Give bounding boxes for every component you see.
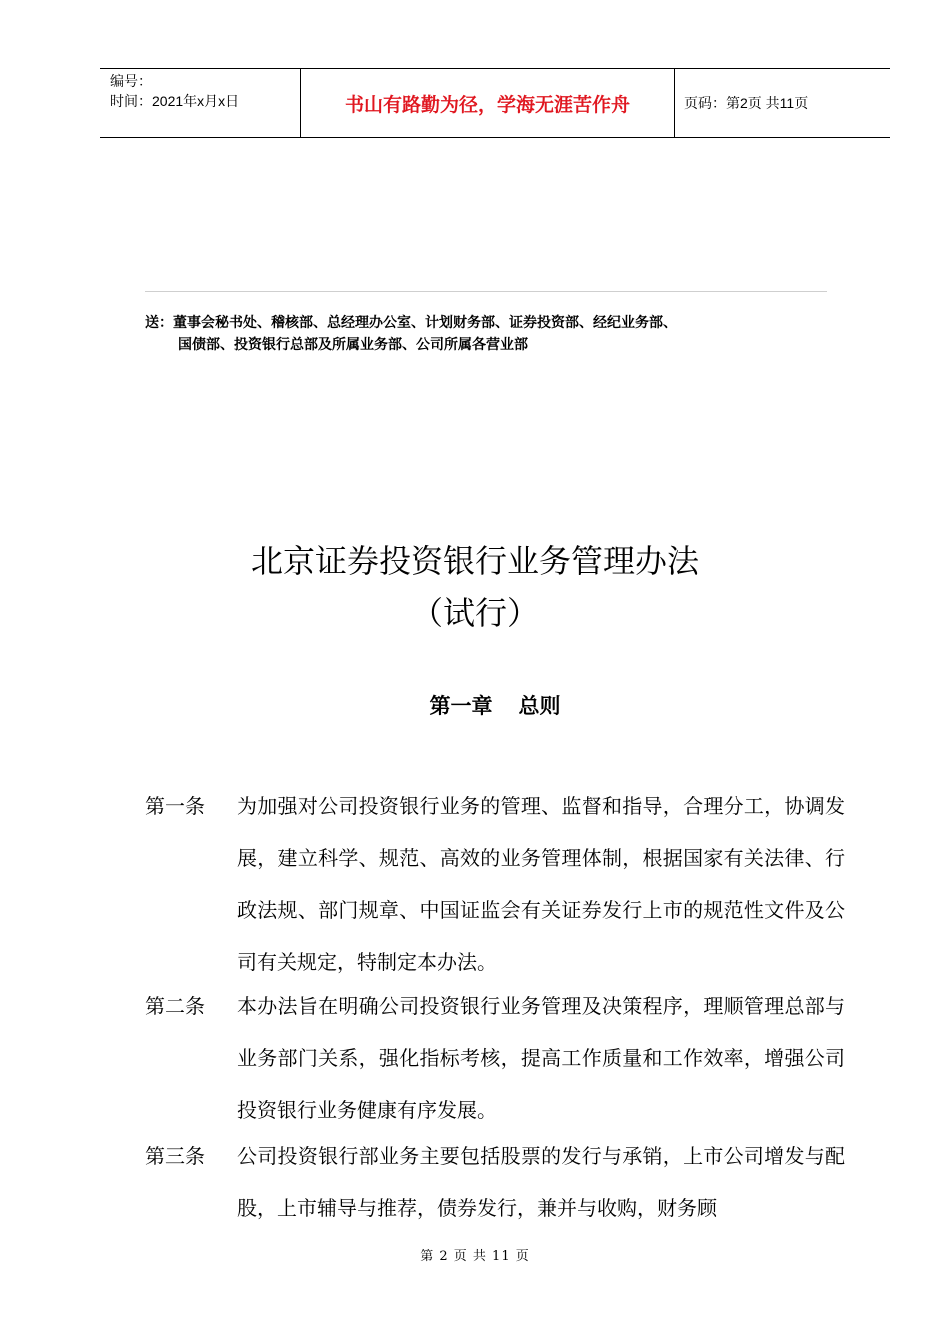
article-text: 为加强对公司投资银行业务的管理、监督和指导，合理分工，协调发展，建立科学、规范、高效的业务管理体制，根据国家有关法律、行政法规、部门规章、中国证监会有关证券发行上市的规范性文件及公司有关规定，特制定本办法。 <box>237 794 845 974</box>
distribution-line-1: 送：董事会秘书处、稽核部、总经理办公室、计划财务部、证券投资部、经纪业务部、 <box>145 315 677 331</box>
chapter-name: 总则 <box>518 694 561 718</box>
divider-line <box>145 291 827 292</box>
article-text: 本办法旨在明确公司投资银行业务管理及决策程序，理顺管理总部与业务部门关系，强化指标考核，提高工作质量和工作效率，增强公司投资银行业务健康有序发展。 <box>237 994 845 1122</box>
document-number: 编号： <box>110 73 152 89</box>
header-motto: 书山有路勤为径，学海无涯苦作舟 <box>301 69 675 137</box>
chapter-number: 第一章 <box>429 694 493 718</box>
article-label: 第二条 <box>145 994 205 1018</box>
distribution-list <box>145 312 845 356</box>
document-subtitle: （试行） <box>410 594 539 632</box>
header-meta <box>100 69 301 137</box>
page-footer: 第 2 页 共 11 页 <box>420 1249 530 1264</box>
article-text: 公司投资银行部业务主要包括股票的发行与承销，上市公司增发与配股，上市辅导与推荐，债券发行，兼并与收购，财务顾 <box>237 1144 845 1220</box>
chapter-heading <box>0 690 950 720</box>
distribution-line-2: 国债部、投资银行总部及所属业务部、公司所属各营业部 <box>178 337 528 353</box>
header-page-code: 页码：第2页 共11页 <box>684 95 809 111</box>
document-title: 北京证券投资银行业务管理办法 <box>250 542 699 580</box>
document-date: 时间：2021年x月x日 <box>110 93 240 109</box>
article-label: 第一条 <box>145 794 205 818</box>
page-header <box>100 68 890 138</box>
article-label: 第三条 <box>145 1144 205 1168</box>
